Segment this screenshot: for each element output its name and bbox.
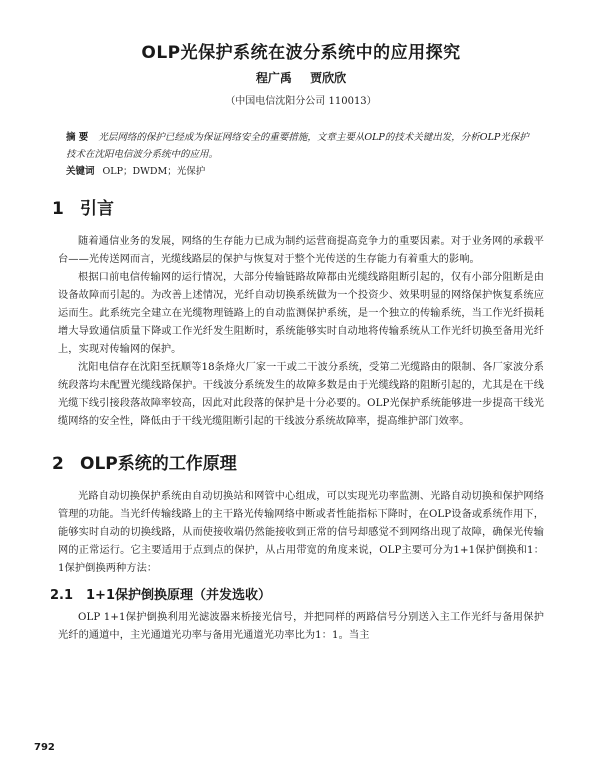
paper-title: OLP光保护系统在波分系统中的应用探究: [141, 43, 461, 63]
section-number: 1: [52, 199, 64, 219]
section-number: 2: [52, 454, 64, 474]
paper-page: [50, 38, 544, 645]
keywords-label: 关键词: [66, 166, 95, 177]
body-paragraph: 随着通信业务的发展，网络的生存能力已成为制约运营商提高竞争力的重要因素。对于业务网的承载平台——光传送网而言，光缆线路层的保护与恢复对于整个光传送的生存能力有着重大的影响。: [58, 236, 544, 265]
body-paragraph: OLP 1+1保护倒换利用光滤波器来桥接光信号，并把同样的两路信号分别送入主工作光纤与备用保护光纤的通道中，主光通道光功率与备用光通道光功率比为1：1。当主: [58, 612, 544, 641]
keywords-block: [66, 163, 536, 180]
keywords-text: OLP；DWDM；光保护: [102, 166, 206, 177]
subsection-title: 1+1保护倒换原理（并发选收）: [86, 588, 271, 603]
section-spacer: [58, 431, 544, 445]
abstract-label: 摘 要: [66, 132, 89, 143]
subsection-number: 2.1: [50, 588, 74, 603]
paper-affiliation: （中国电信沈阳分公司 110013）: [225, 96, 377, 107]
subsection-heading: [50, 584, 544, 603]
section-title: 引言: [80, 199, 114, 219]
section-heading: [52, 194, 544, 219]
page-number: 792: [34, 742, 55, 753]
body-paragraph: 光路自动切换保护系统由自动切换站和网管中心组成，可以实现光功率监测、光路自动切换和保护网络管理的功能。当光纤传输线路上的主干路光传输网络中断或者性能指标下降时，在OLP设备或系统作用下，能够实时自动的切换线路，从而使接收端仍然能接收到正常的信号却感觉不到网络出现了故障，确保光传输网的正常运行。它主要适用于点到点的保护，从占用带宽的角度来说，OLP主要可分为1+1保护倒换和1：1保护倒换两种方法：: [58, 491, 544, 574]
body-paragraph: 根据口前电信传输网的运行情况，大部分传输链路故障都由光缆线路阻断引起的，仅有小部分阻断是由设备故障而引起的。为改善上述情况，光纤自动切换系统做为一个投资少、效果明显的网络保护恢复系统应运而生。此系统完全建立在光缆物理链路上的自动监测保护系统，是一个独立的传输系统，当工作光纤损耗增大导致通信质量下降或工作光纤发生阻断时，系统能够实时自动地将传输系统从工作光纤切换至备用光纤上，实现对传输网的保护。: [58, 272, 544, 355]
section-heading: [52, 449, 544, 474]
abstract-text: 光层网络的保护已经成为保证网络安全的重要措施，文章主要从OLP的技术关键出发，分析OLP光保护技术在沈阳电信波分系统中的应用。: [66, 132, 529, 160]
body-paragraph: 沈阳电信存在沈阳至抚顺等18条烽火厂家一干或二干波分系统，受第二光缆路由的限制、各厂家波分系统段落均未配置光缆线路保护。干线波分系统发生的故障多数是由于光缆线路的阻断引起的，尤其是在干线光缆下线引接段落故障率较高，因此对此段落的保护是十分必要的。OLP光保护系统能够进一步提高干线光缆网络的安全性，降低由于干线光缆阻断引起的干线波分系统故障率，提高维护部门效率。: [58, 362, 544, 427]
paper-authors: 程广禹 贾欣欣: [255, 71, 347, 85]
abstract-block: [66, 129, 536, 163]
section-title: OLP系统的工作原理: [80, 454, 237, 474]
